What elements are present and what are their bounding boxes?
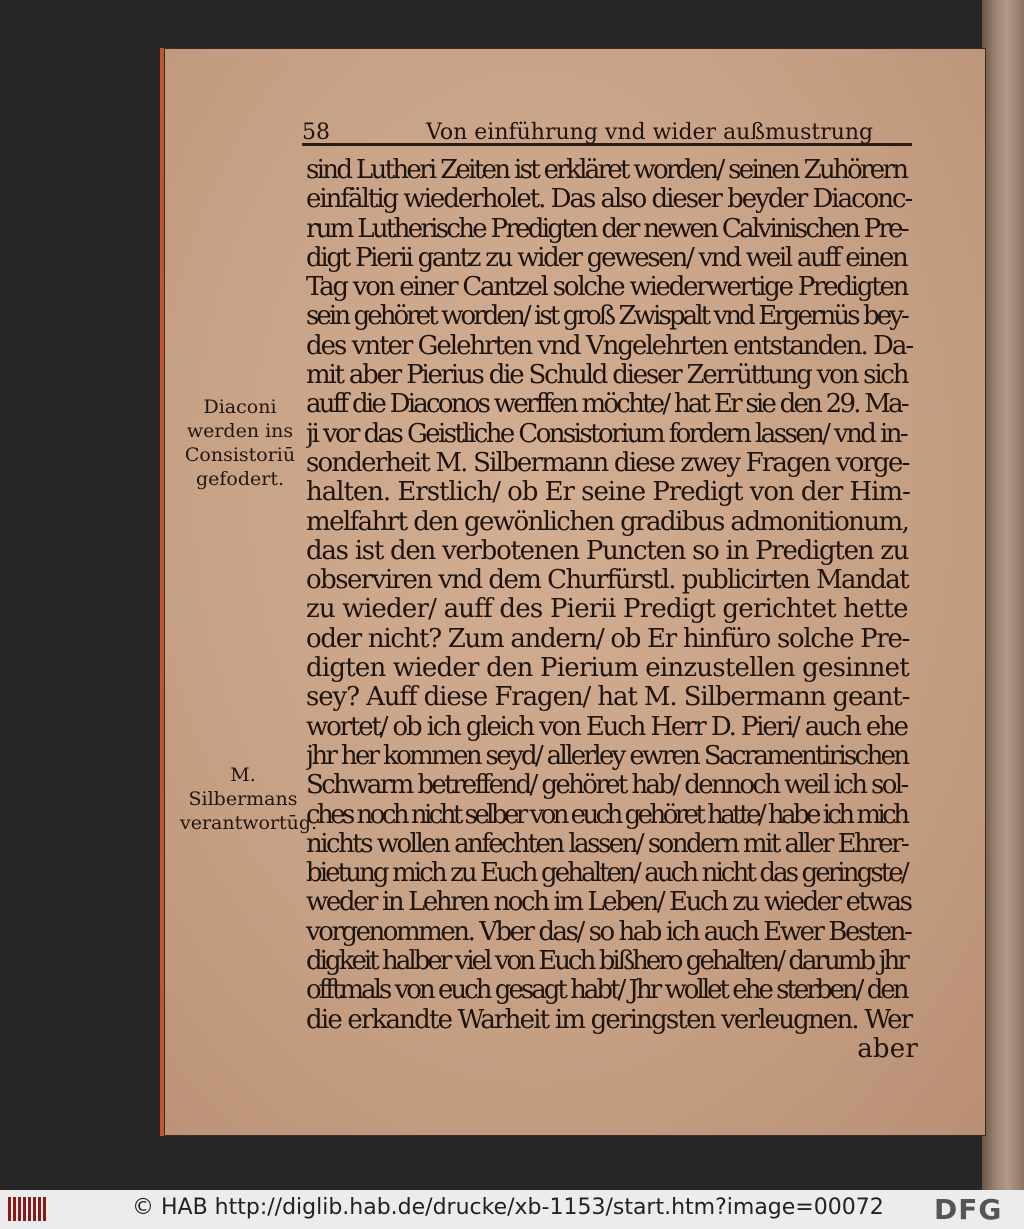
text-lines — [306, 156, 918, 1035]
text-line: digkeit halber viel von Euch bißhero gehalten/ darumb jhr — [306, 947, 907, 977]
library-logo-icon — [8, 1197, 46, 1221]
text-line: mit aber Pierius die Schuld dieser Zerrüttung von sich — [306, 361, 908, 391]
running-head: Von einführung vnd wider außmustrung — [426, 120, 874, 145]
text-line: melfahrt den gewönlichen gradibus admonitionum, — [306, 507, 909, 537]
text-line: sey? Auff diese Fragen/ hat M. Silbermann geant- — [306, 683, 910, 713]
text-line: jhr her kommen seyd/ allerley ewren Sacramentirischen — [306, 741, 908, 771]
text-line: digt Pierii gantz zu wider gewesen/ vnd weil auff einen — [306, 243, 907, 273]
margin-note: M. Silbermans verantwortūg. — [180, 764, 318, 834]
text-line: einfältig wiederholet. Das also dieser beyder Diaconc- — [306, 185, 912, 215]
text-line: wortet/ ob ich gleich von Euch Herr D. Pieri/ auch ehe — [306, 712, 907, 742]
text-line: digten wieder den Pierium einzustellen gesinnet — [306, 654, 909, 684]
book-spine — [982, 0, 1024, 1190]
text-line: das ist den verbotenen Puncten so in Predigten zu — [306, 536, 909, 566]
text-line: observiren vnd dem Churfürstl. publicirten Mandat — [306, 566, 909, 596]
scanned-page — [160, 48, 986, 1136]
text-line: die erkandte Warheit im geringsten verleugnen. Wer — [306, 1005, 912, 1035]
body-text — [306, 156, 918, 1064]
text-line: bietung mich zu Euch gehalten/ auch nicht das geringste/ — [306, 859, 907, 889]
header-rule — [302, 143, 912, 146]
text-line: rum Lutherische Predigten der newen Calvinischen Pre- — [306, 214, 907, 244]
text-line: auff die Diaconos werffen möchte/ hat Er sie den 29. Ma- — [306, 390, 907, 420]
text-line: halten. Erstlich/ ob Er seine Predigt von der Him- — [306, 478, 910, 508]
text-line: Schwarm betreffend/ gehöret hab/ dennoch weil ich sol- — [306, 771, 907, 801]
text-line: des vnter Gelehrten vnd Vngelehrten entstanden. Da- — [306, 331, 913, 361]
text-line: sind Lutheri Zeiten ist erkläret worden/ seinen Zuhörern — [306, 156, 907, 185]
text-line: Tag von einer Cantzel solche wiederwertige Predigten — [306, 273, 908, 303]
catchword: aber — [857, 1034, 918, 1064]
dfg-logo: DFG — [934, 1193, 1003, 1226]
text-line: nichts wollen anfechten lassen/ sondern mit aller Ehrer- — [306, 829, 908, 859]
text-line: oder nicht? Zum andern/ ob Er hinfüro solche Pre- — [306, 624, 910, 654]
text-line: vorgenommen. Vber das/ so hab ich auch Ewer Besten- — [306, 917, 911, 947]
copyright-url[interactable]: © HAB http://diglib.hab.de/drucke/xb-1153/start.htm?image=00072 — [132, 1195, 884, 1220]
text-line: offtmals von euch gesagt habt/ Jhr wollet ehe sterben/ den — [306, 976, 907, 1006]
text-line: zu wieder/ auff des Pierii Predigt gerichtet hette — [306, 595, 908, 625]
text-line: ches noch nicht selber von euch gehöret hatte/ habe ich mich — [306, 800, 907, 830]
text-line: ji vor das Geistliche Consistorium fordern lassen/ vnd in- — [306, 419, 907, 449]
page-number: 58 — [302, 120, 330, 145]
text-line: sonderheit M. Silbermann diese zwey Fragen vorge- — [306, 448, 909, 478]
footer-bar — [0, 1190, 1024, 1229]
margin-note: Diaconi werden ins Consistoriū gefodert. — [184, 396, 296, 490]
text-line: sein gehöret worden/ ist groß Zwispalt vnd Ergernüs bey- — [306, 302, 907, 332]
text-line: weder in Lehren noch im Leben/ Euch zu wieder etwas — [306, 888, 911, 918]
